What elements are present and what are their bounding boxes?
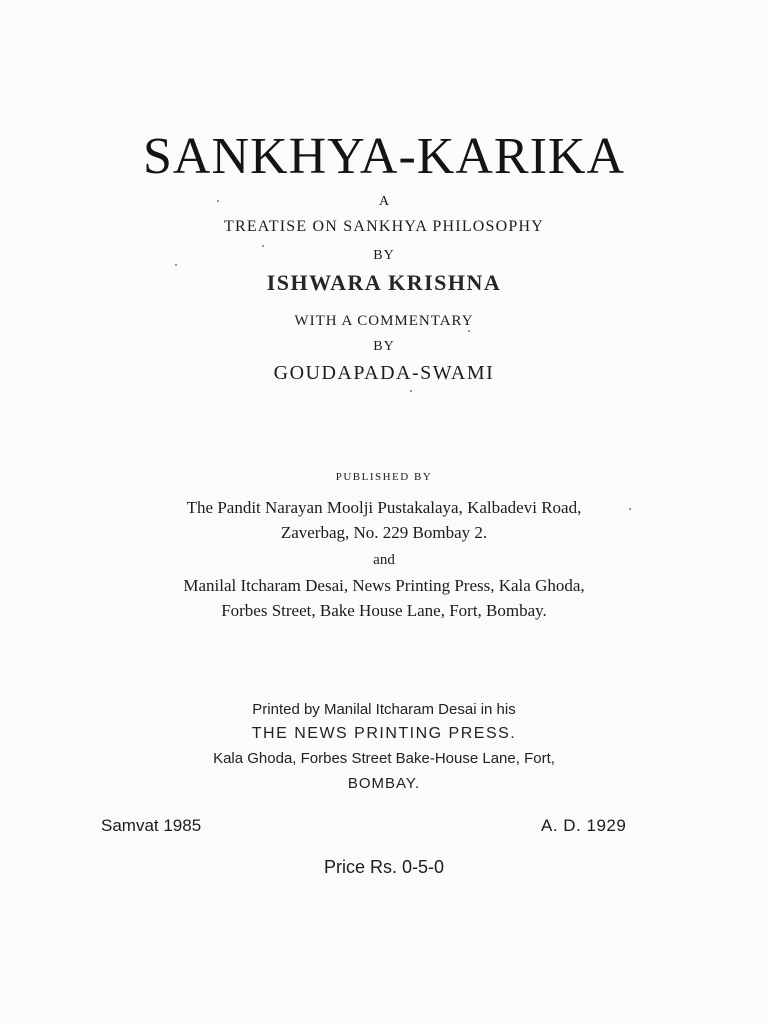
publisher-line-1: The Pandit Narayan Moolji Pustakalaya, Kalbadevi Road, bbox=[186, 498, 582, 517]
print-speck bbox=[217, 200, 219, 202]
published-by-heading: PUBLISHED BY bbox=[335, 471, 433, 483]
book-subtitle: TREATISE ON SANKHYA PHILOSOPHY bbox=[223, 218, 545, 235]
commentator-name: GOUDAPADA-SWAMI bbox=[273, 362, 495, 384]
printer-line-4: BOMBAY. bbox=[347, 775, 421, 792]
print-speck bbox=[175, 264, 177, 266]
printer-line-1: Printed by Manilal Itcharam Desai in his bbox=[252, 701, 516, 718]
printer-line-3: Kala Ghoda, Forbes Street Bake-House Lane, Fort, bbox=[213, 750, 555, 767]
commentary-label: WITH A COMMENTARY bbox=[294, 313, 474, 329]
by-label-commentator: BY bbox=[373, 339, 395, 354]
printer-line-2: THE NEWS PRINTING PRESS. bbox=[251, 725, 517, 742]
publisher-line-2: Zaverbag, No. 229 Bombay 2. bbox=[280, 523, 488, 542]
publisher-line-4: Forbes Street, Bake House Lane, Fort, Bombay. bbox=[221, 601, 547, 620]
author-name: ISHWARA KRISHNA bbox=[266, 270, 502, 295]
article-a: A bbox=[378, 194, 390, 209]
ad-date: A. D. 1929 bbox=[541, 816, 627, 835]
by-label-author: BY bbox=[373, 248, 395, 263]
print-speck bbox=[262, 245, 264, 247]
price: Price Rs. 0-5-0 bbox=[323, 857, 445, 877]
publisher-and: and bbox=[373, 552, 395, 568]
book-title: SANKHYA-KARIKA bbox=[143, 128, 625, 185]
print-speck bbox=[629, 508, 631, 510]
publisher-line-3: Manilal Itcharam Desai, News Printing Press, Kala Ghoda, bbox=[183, 576, 585, 595]
samvat-date: Samvat 1985 bbox=[101, 816, 202, 835]
print-speck bbox=[468, 330, 470, 332]
print-speck bbox=[410, 390, 412, 392]
